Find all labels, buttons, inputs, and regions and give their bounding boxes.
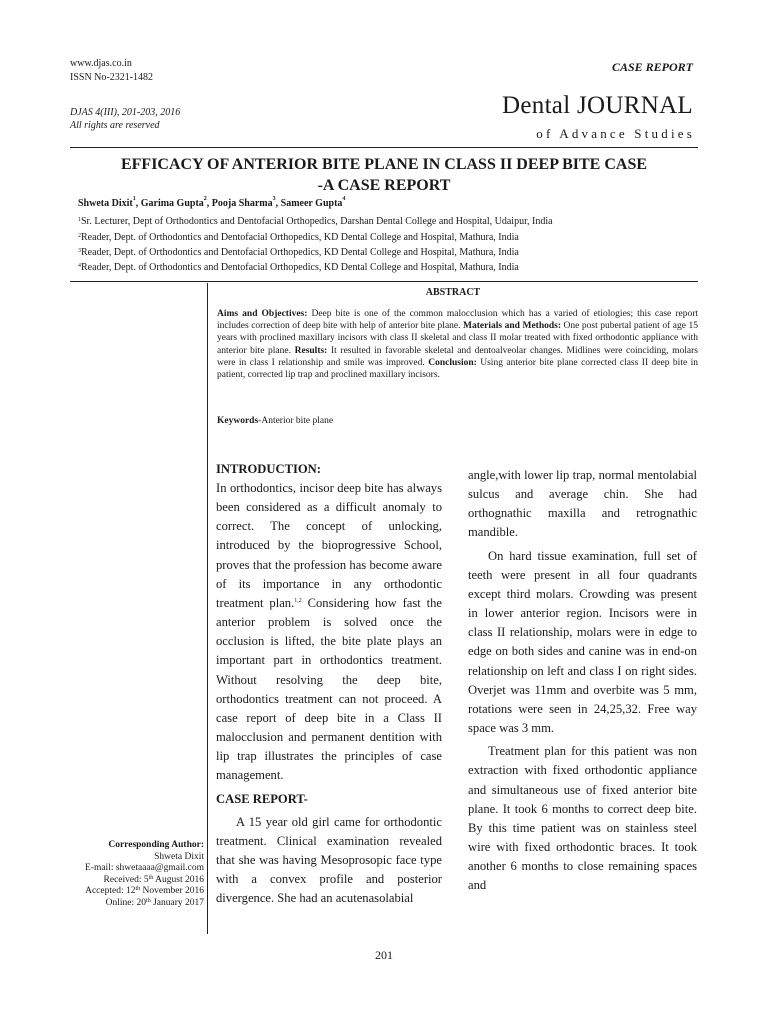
right-paragraph-1: angle,with lower lip trap, normal mentolabial sulcus and average chin. She had orthognathic maxilla and retrognathic mandible. — [468, 468, 697, 540]
article-title-line2: -A CASE REPORT — [317, 177, 451, 194]
abstract-aims-label: Aims and Objectives: — [217, 309, 308, 319]
right-paragraph-2: On hard tissue examination, full set of teeth were present in all four quadrants except third molars. Crowding was present in lower anterior region. Incisors were in class II relationship, molars were in edge to edge on both sides and canine was in end-on relationship on left and class I on right sides. Overjet was 11mm and overbite was 5 mm, rotations were seen in 24,25,32. Free way space was 3 mm. — [468, 548, 697, 736]
intro-text-b: Considering how fast the anterior problem is solved once the occlusion is lifted, the bite plate plays an important part in orthodontics treatment. Without resolving the deep bite, orthodontics treatment can not proceed. A case report of deep bite in a Class II malocclusion and permanent dentition with lip trap illustrates the principles of case management. — [216, 595, 442, 783]
received-pre: Received: 5 — [103, 874, 149, 885]
abstract-methods-label: Materials and Methods: — [463, 321, 561, 332]
affiliation — [78, 262, 519, 274]
accepted-pre: Accepted: 12 — [85, 886, 136, 896]
affiliation-text: Reader, Dept. of Orthodontics and Dentofacial Orthopedics, KD Dental College and Hospital, Mathura, India — [81, 262, 519, 273]
affiliation — [78, 232, 519, 244]
keywords-text: -Anterior bite plane — [258, 416, 334, 426]
online-sup: th — [146, 897, 151, 904]
affiliation-text: Reader, Dept. of Orthodontics and Dentofacial Orthopedics, KD Dental College and Hospital, Mathura, India — [81, 247, 519, 258]
abstract-conclusion-text: Using anterior bite plane corrected class II deep bite in patient, corrected lip trap and proclined maxillary incisors. — [217, 357, 699, 381]
affiliation-sup: 4 — [78, 263, 81, 269]
article-title-line1: EFFICACY OF ANTERIOR BITE PLANE IN CLASS II DEEP BITE CASE — [120, 156, 648, 173]
header-rule — [70, 147, 698, 148]
page-number: 201 — [375, 948, 393, 962]
intro-text-a: In orthodontics, incisor deep bite has always been considered as a difficult anomaly to correct. The concept of unlocking, introduced by the bioprogressive School, proves that the profession has become aware of its importance in any orthodontic treatment plan. — [216, 481, 442, 610]
abstract-heading: ABSTRACT — [425, 287, 481, 298]
case-report-paragraph: A 15 year old girl came for orthodontic treatment. Clinical examination revealed that she was having Mesoprosopic face type with a convex profile and posterior divergence. She had an acutenasolabial — [216, 814, 442, 906]
author-name: Shweta Dixit — [78, 198, 133, 209]
affiliation-text: Sr. Lecturer, Dept of Orthodontics and Dentofacial Orthopedics, Darshan Dental College and Hospital, Udaipur, India — [81, 216, 553, 227]
author-sup: 3 — [272, 196, 276, 202]
affiliation — [78, 247, 519, 259]
affiliation-text: Reader, Dept. of Orthodontics and Dentofacial Orthopedics, KD Dental College and Hospital, Mathura, India — [81, 232, 519, 243]
corresponding-author-block — [70, 840, 204, 909]
abstract-results-text: It resulted in favorable skeletal and dentoalveolar changes. Midlines were coinciding, molars were in class I relationship and smile was improved. — [217, 345, 698, 368]
author-name: Garima Gupta — [140, 198, 204, 209]
body-column-right — [468, 466, 697, 895]
keywords-label: Keywords — [217, 416, 259, 426]
author-sup: 2 — [203, 196, 207, 202]
corresponding-name: Shweta Dixit — [154, 851, 204, 862]
rights-notice: All rights are reserved — [70, 120, 160, 131]
section-label: CASE REPORT — [611, 60, 693, 74]
affiliation-rule — [70, 281, 698, 282]
abstract-methods-text: One post pubertal patient of age 15 years with proclined maxillary incisors with class II skeletal and class II molar treated with fixed orthodontic appliance with anterior bite plane. — [217, 321, 698, 356]
affiliation-sup: 1 — [78, 217, 81, 223]
corresponding-email: E-mail: shwetaaaa@gmail.com — [84, 863, 204, 873]
intro-heading: INTRODUCTION: — [216, 462, 321, 476]
right-paragraph-3: Treatment plan for this patient was non extraction with fixed orthodontic appliance and simultaneous use of fixed anterior bite plane. It took 6 months to correct deep bite. By this time patient was on stainless steel wire with fixed orthodontic braces. It took another 6 months to close remaining spaces and — [468, 744, 697, 893]
journal-subtitle: of Advance Studies — [536, 126, 695, 141]
affiliation-sup: 2 — [78, 233, 81, 239]
column-divider — [207, 283, 208, 934]
abstract-body — [217, 308, 698, 381]
author-name: Pooja Sharma — [211, 198, 273, 209]
website-url: www.djas.co.in — [70, 58, 132, 69]
abstract-aims-text: Deep bite is one of the common malocclusion which has a varied of etiologies; this case report includes correction of deep bite with help of anterior bite plane. — [217, 309, 699, 332]
author-sup: 1 — [132, 196, 136, 202]
accepted-post: November 2016 — [140, 886, 204, 896]
author-name: Sameer Gupta — [280, 198, 343, 209]
issn: ISSN No-2321-1482 — [70, 72, 154, 83]
accepted-sup: th — [135, 886, 141, 892]
affiliation-sup: 3 — [78, 248, 81, 254]
intro-ref: 1,2 — [294, 597, 302, 604]
abstract-conclusion-label: Conclusion: — [428, 357, 477, 368]
intro-paragraph — [216, 479, 442, 786]
journal-name: Dental JOURNAL — [502, 92, 693, 119]
body-column-middle — [216, 460, 442, 908]
received-post: August 2016 — [153, 874, 204, 885]
accepted-date — [70, 886, 204, 898]
received-sup: th — [148, 874, 154, 881]
citation: DJAS 4(III), 201-203, 2016 — [70, 107, 181, 118]
received-date — [70, 875, 204, 887]
corresponding-label: Corresponding Author: — [108, 840, 204, 850]
case-report-heading: CASE REPORT- — [216, 791, 308, 806]
keywords — [217, 416, 333, 426]
online-pre: Online: 20 — [105, 897, 147, 908]
online-post: January 2017 — [150, 897, 204, 908]
author-sup: 4 — [342, 196, 346, 202]
affiliation — [78, 216, 553, 228]
online-date — [70, 898, 204, 910]
author-list: Shweta Dixit$^1$, Garima Gupta$^2$, Pooja Sharma$^3$, Sameer Gupta$^4$ — [78, 196, 346, 209]
abstract-results-label: Results: — [294, 345, 328, 356]
